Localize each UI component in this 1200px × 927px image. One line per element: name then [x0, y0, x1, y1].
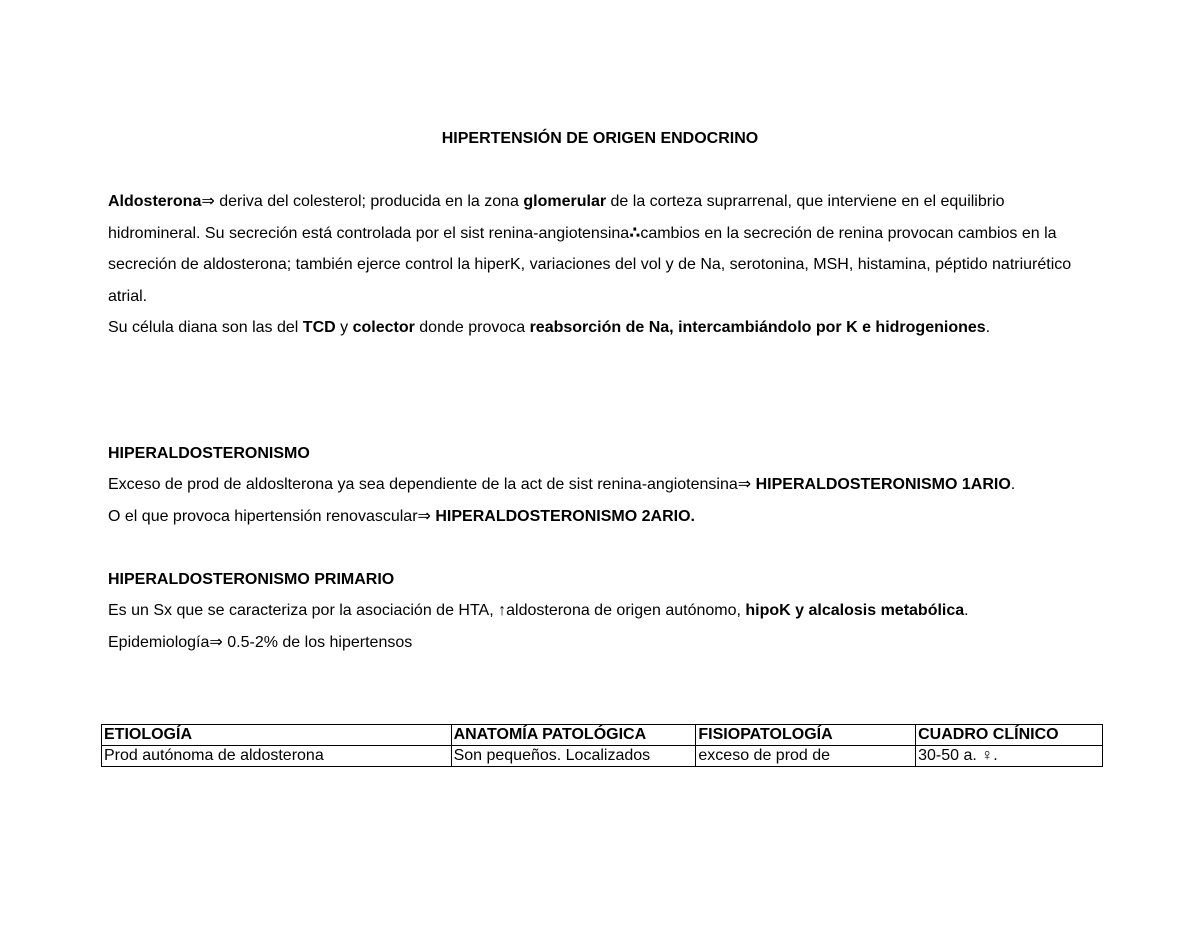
text-span: y — [335, 319, 353, 336]
summary-table — [101, 724, 1103, 767]
table-header-cell: FISIOPATOLOGÍA — [696, 725, 916, 746]
text-span: Su célula diana son las del — [108, 319, 303, 336]
hiper-paragraph-2 — [108, 501, 1083, 533]
spacer — [108, 532, 1083, 564]
text-span: de la corteza suprarrenal, que interviene en el equilibrio hidromineral. Su secreción está controlada por el sist renina-angiotensina — [108, 193, 1005, 242]
heading-text: HIPERALDOSTERONISMO PRIMARIO — [108, 570, 395, 588]
text-span: cambios en la secreción de renina provocan cambios en la secreción de aldosterona; también ejerce control la hiperK, variaciones del vol y de Na, serotonina, MSH, histamina, péptido natriurético atrial. — [108, 224, 1072, 305]
text-span: Es un Sx que se caracteriza por la asociación de HTA, ↑aldosterona de origen autónomo, — [108, 602, 746, 619]
text-span: deriva del colesterol; producida en la zona — [214, 193, 524, 210]
bold-term: hipoK y alcalosis metabólica — [745, 602, 965, 619]
target-cell-paragraph — [108, 312, 1083, 344]
hiper-paragraph-1 — [108, 469, 1083, 501]
bold-term: TCD — [302, 319, 336, 336]
bold-term: glomerular — [523, 193, 607, 210]
heading-text: HIPERALDOSTERONISMO — [108, 444, 310, 462]
primario-paragraph — [108, 595, 1083, 627]
arrow-symbol: ⇒ — [201, 193, 215, 210]
spacer — [108, 344, 1083, 438]
text-span: . — [1010, 476, 1016, 493]
table-cell: exceso de prod de — [696, 746, 916, 767]
section-heading — [108, 438, 1083, 470]
text-span: . — [964, 602, 969, 619]
table-header-cell: CUADRO CLÍNICO — [916, 725, 1103, 746]
therefore-symbol: ∴ — [629, 224, 641, 242]
text-span: Exceso de prod de aldoslterona ya sea dependiente de la act de sist renina-angiotensina⇒ — [108, 476, 756, 493]
table-cell: 30-50 a. ♀. — [916, 746, 1103, 767]
table-header-cell: ETIOLOGÍA — [102, 725, 452, 746]
section-heading — [108, 564, 1083, 596]
text-span: donde provoca — [414, 319, 530, 336]
bold-term: colector — [352, 319, 415, 336]
text-span: O el que provoca hipertensión renovascular⇒ — [108, 507, 436, 525]
document-body — [108, 186, 1083, 658]
bold-term: HIPERALDOSTERONISMO 2ARIO. — [435, 507, 695, 525]
table-cell: Son pequeños. Localizados — [451, 746, 696, 767]
text-span: . — [985, 319, 991, 336]
table-cell: Prod autónoma de aldosterona — [102, 746, 452, 767]
table-header-cell: ANATOMÍA PATOLÓGICA — [451, 725, 696, 746]
table-header-row — [102, 725, 1103, 746]
table-row — [102, 746, 1103, 767]
aldosterona-term: Aldosterona — [108, 193, 202, 210]
bold-term: HIPERALDOSTERONISMO 1ARIO — [755, 476, 1011, 493]
page-title: HIPERTENSIÓN DE ORIGEN ENDOCRINO — [441, 130, 759, 147]
epidemiology-line: Epidemiología⇒ 0.5-2% de los hipertensos — [108, 633, 413, 651]
bold-term: reabsorción de Na, intercambiándolo por K e hidrogeniones — [529, 319, 986, 336]
aldosterona-paragraph — [108, 186, 1083, 312]
